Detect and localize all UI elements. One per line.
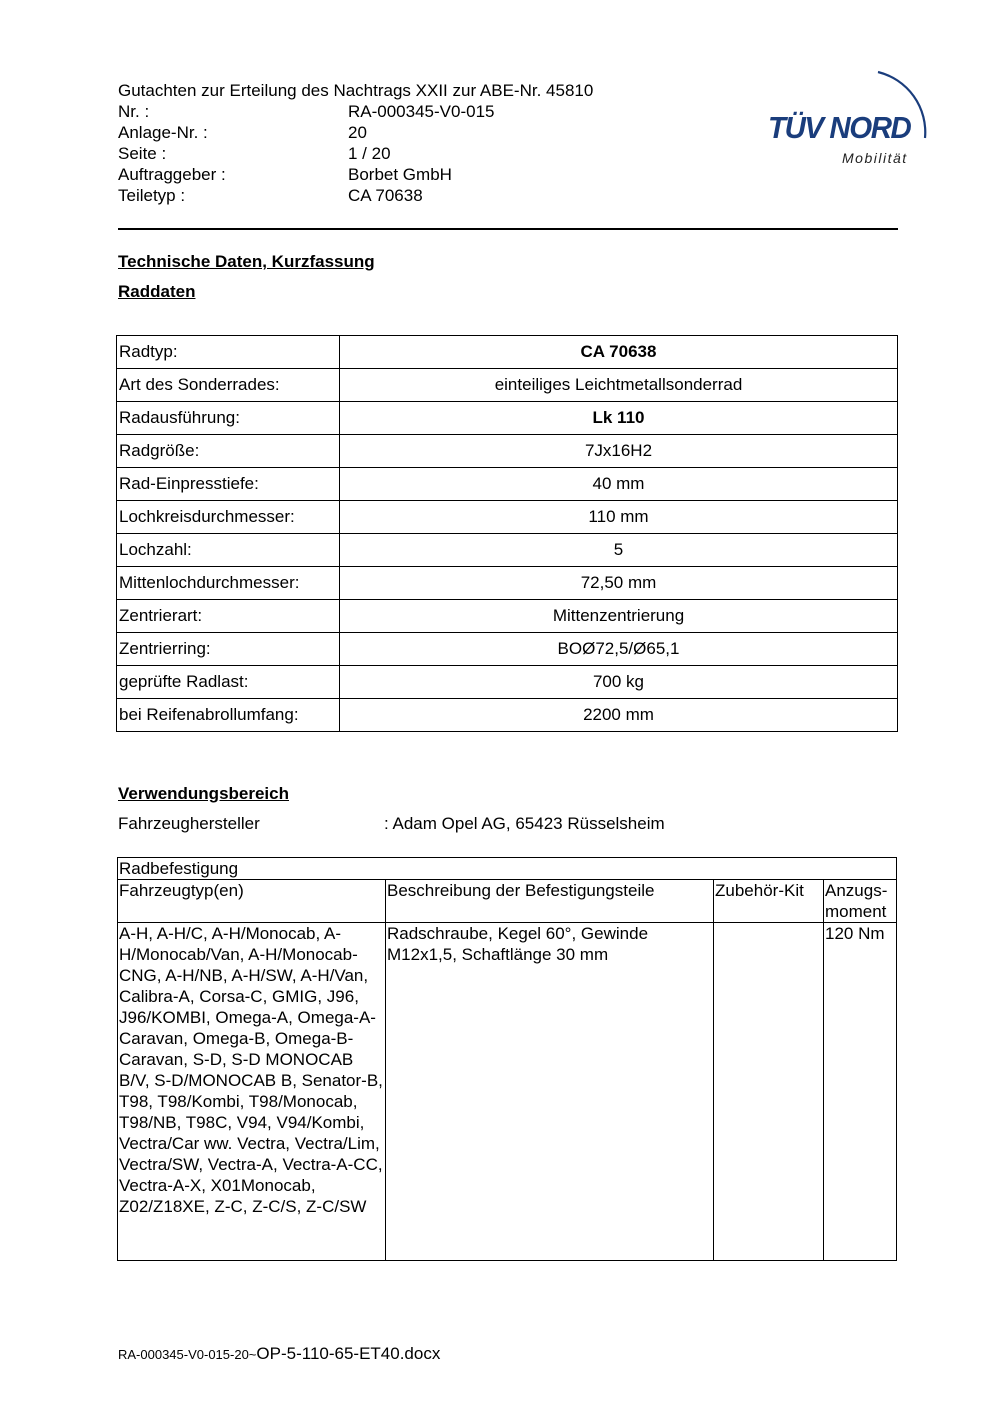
fahrzeugtypen-cell: A-H, A-H/C, A-H/Monocab, A-H/Monocab/Van, A-H/Monocab-CNG, A-H/NB, A-H/SW, A-H/Van, Calibra-A, Corsa-C, GMIG, J96, J96/KOMBI, Omega-A, Omega-A-Caravan, Omega-B, Omega-B-Caravan, S-D, S-D MONOCAB B/V, S-D/MONOCAB B, Senator-B, T98, T98/Kombi, T98/Monocab, T98/NB, T98C, V94, V94/Kombi, Vectra/Car ww. Vectra, Vectra/Lim, Vectra/SW, Vectra-A, Vectra-A-CC, Vectra-A-X, X01Monocab, Z02/Z18XE, Z-C, Z-C/S, Z-C/SW <box>118 923 386 1261</box>
header-label: Teiletyp : <box>118 186 186 205</box>
zubehoer-kit-cell <box>714 923 824 1261</box>
raddaten-label: Radausführung: <box>117 402 340 435</box>
header-row-anlage <box>118 122 593 143</box>
table-row <box>117 369 898 402</box>
section-verwendungsbereich: Verwendungsbereich <box>118 784 289 803</box>
header-value: Borbet GmbH <box>348 165 452 184</box>
header-divider <box>118 228 898 230</box>
raddaten-value: Mittenzentrierung <box>340 600 898 633</box>
raddaten-label: Lochkreisdurchmesser: <box>117 501 340 534</box>
fahrzeughersteller-value: : Adam Opel AG, 65423 Rüsselsheim <box>384 814 665 833</box>
raddaten-value: BOØ72,5/Ø65,1 <box>340 633 898 666</box>
header-value: 20 <box>348 123 367 142</box>
table-row <box>117 468 898 501</box>
document-header <box>118 80 593 206</box>
fahrzeughersteller-label: Fahrzeughersteller <box>118 814 260 833</box>
raddaten-label: Radtyp: <box>117 336 340 369</box>
raddaten-value: 110 mm <box>340 501 898 534</box>
section-raddaten: Raddaten <box>118 282 196 301</box>
header-label: Anlage-Nr. : <box>118 123 208 142</box>
table-row <box>118 923 897 1261</box>
anzugsmoment-cell: 120 Nm <box>824 923 897 1261</box>
footer-file-prefix: RA-000345-V0-015-20~ <box>118 1347 257 1362</box>
table-row <box>117 699 898 732</box>
logo-wordmark: TÜV NORD <box>768 110 911 145</box>
table-row <box>117 336 898 369</box>
column-header-zubehoer-kit: Zubehör-Kit <box>714 880 824 923</box>
raddaten-value: Lk 110 <box>340 402 898 435</box>
raddaten-label: Lochzahl: <box>117 534 340 567</box>
column-header-anzugsmoment: Anzugs- moment <box>824 880 897 923</box>
table-row <box>117 534 898 567</box>
fahrzeughersteller-row <box>118 814 665 834</box>
header-value: CA 70638 <box>348 186 423 205</box>
raddaten-value: 40 mm <box>340 468 898 501</box>
table-header-row <box>118 880 897 923</box>
section-technische-daten: Technische Daten, Kurzfassung <box>118 252 375 271</box>
header-label: Seite : <box>118 144 167 163</box>
raddaten-label: Radgröße: <box>117 435 340 468</box>
header-value: 1 / 20 <box>348 144 391 163</box>
header-label: Auftraggeber : <box>118 165 226 184</box>
header-row-auftraggeber <box>118 164 593 185</box>
raddaten-label: geprüfte Radlast: <box>117 666 340 699</box>
raddaten-value: 2200 mm <box>340 699 898 732</box>
table-row <box>117 633 898 666</box>
table-row <box>117 666 898 699</box>
table-row <box>117 501 898 534</box>
raddaten-value: 5 <box>340 534 898 567</box>
table-row <box>117 567 898 600</box>
raddaten-value: 7Jx16H2 <box>340 435 898 468</box>
table-row <box>117 402 898 435</box>
column-header-fahrzeugtypen: Fahrzeugtyp(en) <box>118 880 386 923</box>
header-row-nr <box>118 101 593 122</box>
header-value: RA-000345-V0-015 <box>348 102 495 121</box>
header-label: Nr. : <box>118 102 150 121</box>
radbefestigung-table <box>117 857 897 1261</box>
logo-subtitle: Mobilität <box>842 150 908 166</box>
document-title: Gutachten zur Erteilung des Nachtrags XXII zur ABE-Nr. 45810 <box>118 81 594 100</box>
raddaten-value: CA 70638 <box>340 336 898 369</box>
footer-file-suffix: OP-5-110-65-ET40.docx <box>256 1344 441 1363</box>
header-row-seite <box>118 143 593 164</box>
tuv-nord-logo <box>760 58 945 173</box>
raddaten-label: Art des Sonderrades: <box>117 369 340 402</box>
raddaten-label: Mittenlochdurchmesser: <box>117 567 340 600</box>
footer-filename <box>118 1344 440 1364</box>
header-row-teiletyp <box>118 185 593 206</box>
column-header-beschreibung: Beschreibung der Befestigungsteile <box>386 880 714 923</box>
raddaten-label: bei Reifenabrollumfang: <box>117 699 340 732</box>
raddaten-value: einteiliges Leichtmetallsonderrad <box>340 369 898 402</box>
raddaten-label: Zentrierring: <box>117 633 340 666</box>
raddaten-label: Rad-Einpresstiefe: <box>117 468 340 501</box>
radbefestigung-title: Radbefestigung <box>118 858 897 880</box>
table-row <box>117 600 898 633</box>
table-title-row <box>118 858 897 880</box>
table-row <box>117 435 898 468</box>
raddaten-value: 700 kg <box>340 666 898 699</box>
raddaten-label: Zentrierart: <box>117 600 340 633</box>
raddaten-table <box>116 335 898 732</box>
raddaten-value: 72,50 mm <box>340 567 898 600</box>
beschreibung-cell: Radschraube, Kegel 60°, Gewinde M12x1,5, Schaftlänge 30 mm <box>386 923 714 1261</box>
